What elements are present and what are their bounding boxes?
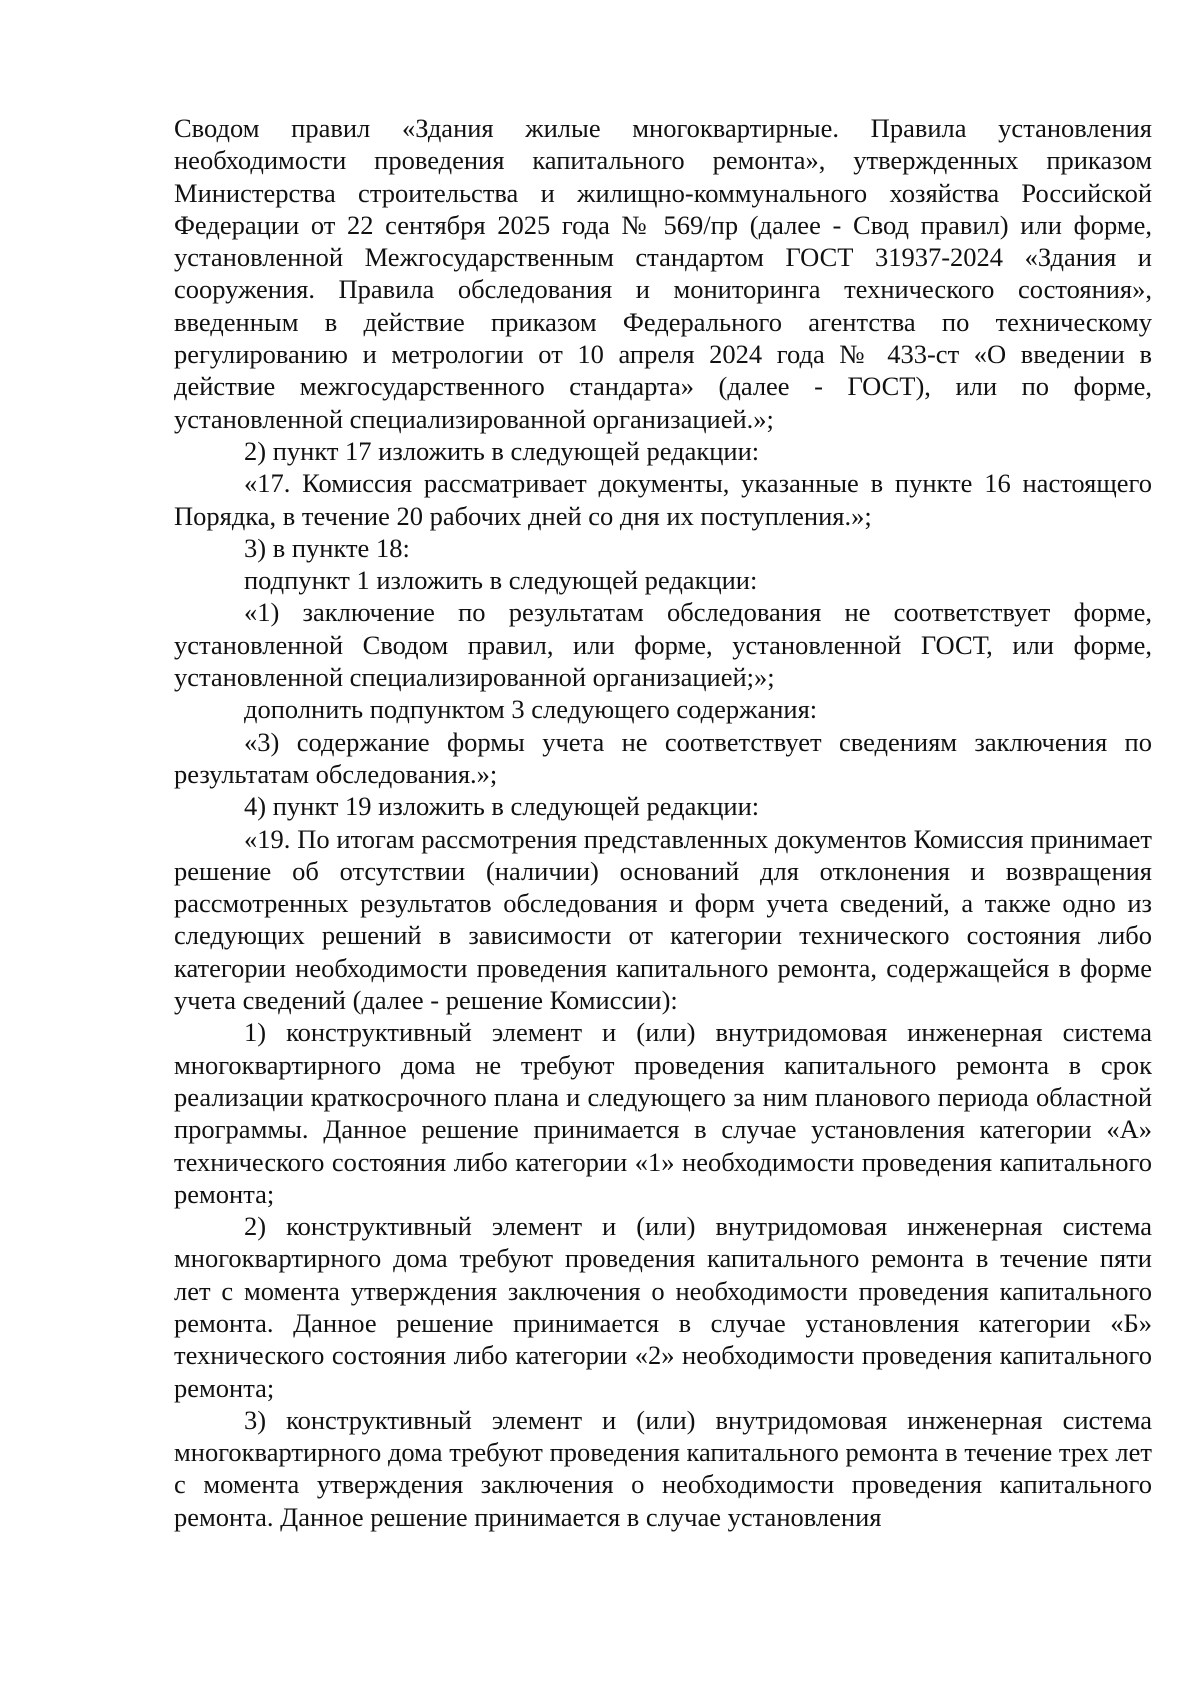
paragraph-item-3: 3) в пункте 18: xyxy=(244,532,410,563)
paragraph-point-17-text: «17. Комиссия рассматривает документы, указанные в пункте 16 настоящего Порядка, в течение 20 рабочих дней со дня их поступления.»; xyxy=(174,468,1152,531)
paragraph-svod-pravil-continuation: Сводом правил «Здания жилые многоквартирные. Правила установления необходимости проведения капитального ремонта», утвержденных приказом Министерства строительства и жилищно-коммунального хозяйства Российской Федерации от 22 сентября 2025 года № 569/пр (далее - Свод правил) или форме, установленной Межгосударственным стандартом ГОСТ 31937-2024 «Здания и сооружения. Правила обследования и мониторинга технического состояния», введенным в действие приказом Федерального агентства по техническому регулированию и метрологии от 10 апреля 2024 года № 433-ст «О введении в действие межгосударственного стандарта» (далее - ГОСТ), или по форме, установленной специализированной организацией.»; xyxy=(174,113,1152,434)
paragraph-subpoint-1-text: «1) заключение по результатам обследования не соответствует форме, установленной Сводом правил, или форме, установленной ГОСТ, или форме, установленной специализированной организацией;»; xyxy=(174,597,1152,693)
paragraph-subpoint-3-text: «3) содержание формы учета не соответствует сведениям заключения по результатам обследования.»; xyxy=(174,726,1152,789)
paragraph-item-2: 2) пункт 17 изложить в следующей редакции: xyxy=(244,435,760,466)
paragraph-subpoint-1-intro: подпункт 1 изложить в следующей редакции: xyxy=(244,565,758,596)
paragraph-point-19-text: «19. По итогам рассмотрения представленных документов Комиссия принимает решение об отсутствии (наличии) оснований для отклонения и возвращения рассмотренных результатов обследования и форм учета сведений, а также одно из следующих решений в зависимости от категории технического состояния либо категории необходимости проведения капитального ремонта, содержащейся в форме учета сведений (далее - решение Комиссии): xyxy=(174,823,1152,1016)
paragraph-decision-2: 2) конструктивный элемент и (или) внутридомовая инженерная система многоквартирного дома требуют проведения капитального ремонта в течение пяти лет с момента утверждения заключения о необходимости проведения капитального ремонта. Данное решение принимается в случае установления категории «Б» технического состояния либо категории «2» необходимости проведения капитального ремонта; xyxy=(174,1211,1152,1403)
paragraph-subpoint-3-intro: дополнить подпунктом 3 следующего содержания: xyxy=(244,694,818,725)
paragraph-item-4: 4) пункт 19 изложить в следующей редакции: xyxy=(244,791,760,822)
document-body xyxy=(174,112,1152,1533)
paragraph-decision-1: 1) конструктивный элемент и (или) внутридомовая инженерная система многоквартирного дома не требуют проведения капитального ремонта в срок реализации краткосрочного плана и следующего за ним планового периода областной программы. Данное решение принимается в случае установления категории «А» технического состояния либо категории «1» необходимости проведения капитального ремонта; xyxy=(174,1017,1152,1209)
paragraph-decision-3: 3) конструктивный элемент и (или) внутридомовая инженерная система многоквартирного дома требуют проведения капитального ремонта в течение трех лет с момента утверждения заключения о необходимости проведения капитального ремонта. Данное решение принимается в случае установления xyxy=(174,1404,1152,1532)
